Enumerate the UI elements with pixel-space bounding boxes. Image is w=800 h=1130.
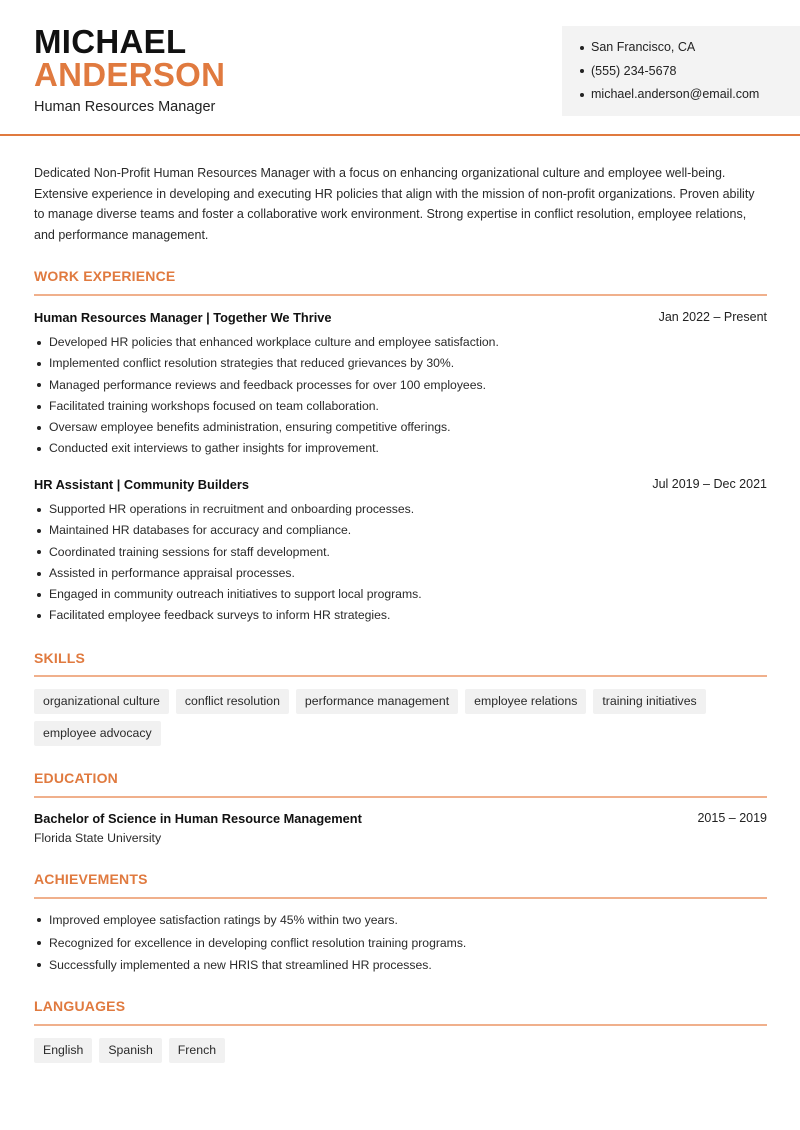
bullet-icon <box>37 572 41 576</box>
achievements-list <box>34 909 767 977</box>
list-item <box>34 438 767 459</box>
bullet-icon <box>37 529 41 533</box>
section-divider <box>34 1024 767 1026</box>
bullet-icon <box>37 593 41 597</box>
list-item <box>34 332 767 353</box>
list-item-text: Implemented conflict resolution strategies that reduced grievances by 30%. <box>49 356 455 371</box>
bullet-icon <box>37 447 41 451</box>
bullet-icon <box>37 383 41 387</box>
list-item-text: Developed HR policies that enhanced workplace culture and employee satisfaction. <box>49 335 499 349</box>
last-name: ANDERSON <box>34 56 226 93</box>
summary-paragraph: Dedicated Non-Profit Human Resources Manager with a focus on enhancing organizational culture and employee well-being. Extensive experience in developing and executing HR policies that align with the mission of non-profit organizations. Proven ability to manage diverse teams and foster a collaborative work environment. Strong expertise in conflict resolution, employee relations, and performance management. <box>34 166 755 243</box>
first-name: MICHAEL <box>34 23 187 60</box>
list-item-text: Facilitated training workshops focused on team collaboration. <box>49 398 379 413</box>
list-item <box>34 584 767 605</box>
bullet-icon <box>580 69 584 73</box>
list-item <box>34 353 767 374</box>
bullet-icon <box>37 963 41 967</box>
list-item-text: Coordinated training sessions for staff development. <box>49 544 330 559</box>
language-chip: French <box>169 1038 225 1063</box>
skill-chip: employee relations <box>465 689 586 714</box>
section-divider <box>34 796 767 798</box>
list-item <box>34 954 767 977</box>
contact-phone <box>580 60 800 84</box>
list-item <box>34 499 767 520</box>
contact-box <box>562 26 800 116</box>
list-item-text: Successfully implemented a new HRIS that streamlined HR processes. <box>49 958 432 972</box>
section-title-education: EDUCATION <box>34 770 118 786</box>
skill-chip: organizational culture <box>34 689 169 714</box>
skill-chip: performance management <box>296 689 458 714</box>
contact-phone-text: (555) 234-5678 <box>591 63 677 78</box>
list-item-text: Supported HR operations in recruitment and onboarding processes. <box>49 502 415 516</box>
bullet-icon <box>37 341 41 345</box>
bullet-icon <box>37 941 41 945</box>
job-role: HR Assistant | Community Builders <box>34 477 249 492</box>
list-item-text: Facilitated employee feedback surveys to inform HR strategies. <box>49 608 391 623</box>
list-item <box>34 909 767 932</box>
list-item <box>34 605 767 626</box>
job-dates: Jul 2019 – Dec 2021 <box>652 477 767 491</box>
languages-list <box>34 1038 774 1070</box>
bullet-icon <box>37 405 41 409</box>
resume-header <box>0 0 800 136</box>
list-item-text: Conducted exit interviews to gather insights for improvement. <box>49 441 379 456</box>
job-role: Human Resources Manager | Together We Thrive <box>34 310 332 325</box>
contact-email-text: michael.anderson@email.com <box>591 87 760 101</box>
bullet-icon <box>37 550 41 554</box>
job-header <box>34 310 767 328</box>
contact-location <box>580 36 800 60</box>
section-title-achievements: ACHIEVEMENTS <box>34 871 148 887</box>
section-title-skills: SKILLS <box>34 650 85 666</box>
section-divider <box>34 897 767 899</box>
bullet-icon <box>580 93 584 97</box>
contact-location-text: San Francisco, CA <box>591 40 696 54</box>
list-item <box>34 375 767 396</box>
list-item <box>34 396 767 417</box>
education-degree: Bachelor of Science in Human Resource Management <box>34 811 362 826</box>
bullet-icon <box>37 362 41 366</box>
language-chip: English <box>34 1038 92 1063</box>
job-dates: Jan 2022 – Present <box>658 310 767 324</box>
list-item-text: Assisted in performance appraisal processes. <box>49 565 295 580</box>
contact-email <box>580 83 800 107</box>
skill-chip: employee advocacy <box>34 721 161 746</box>
list-item <box>34 932 767 955</box>
list-item-text: Recognized for excellence in developing conflict resolution training programs. <box>49 935 467 950</box>
list-item-text: Oversaw employee benefits administration, ensuring competitive offerings. <box>49 420 451 435</box>
section-divider <box>34 675 767 677</box>
skill-chip: training initiatives <box>593 689 705 714</box>
section-title-work: WORK EXPERIENCE <box>34 268 176 284</box>
job-title: Human Resources Manager <box>34 99 216 115</box>
list-item <box>34 417 767 438</box>
bullet-icon <box>37 508 41 512</box>
list-item-text: Improved employee satisfaction ratings by 45% within two years. <box>49 913 398 927</box>
job-bullets <box>34 332 767 460</box>
education-dates: 2015 – 2019 <box>697 811 767 825</box>
bullet-icon <box>580 46 584 50</box>
job-header <box>34 477 767 495</box>
section-title-languages: LANGUAGES <box>34 998 126 1014</box>
list-item-text: Engaged in community outreach initiatives to support local programs. <box>49 587 422 602</box>
education-school: Florida State University <box>34 831 162 845</box>
bullet-icon <box>37 426 41 430</box>
list-item <box>34 563 767 584</box>
section-divider <box>34 294 767 296</box>
list-item <box>34 520 767 541</box>
bullet-icon <box>37 614 41 618</box>
list-item-text: Managed performance reviews and feedback processes for over 100 employees. <box>49 377 486 392</box>
language-chip: Spanish <box>99 1038 161 1063</box>
list-item <box>34 542 767 563</box>
list-item-text: Maintained HR databases for accuracy and compliance. <box>49 523 352 538</box>
skills-list <box>34 689 774 753</box>
skill-chip: conflict resolution <box>176 689 289 714</box>
job-bullets <box>34 499 767 627</box>
bullet-icon <box>37 918 41 922</box>
